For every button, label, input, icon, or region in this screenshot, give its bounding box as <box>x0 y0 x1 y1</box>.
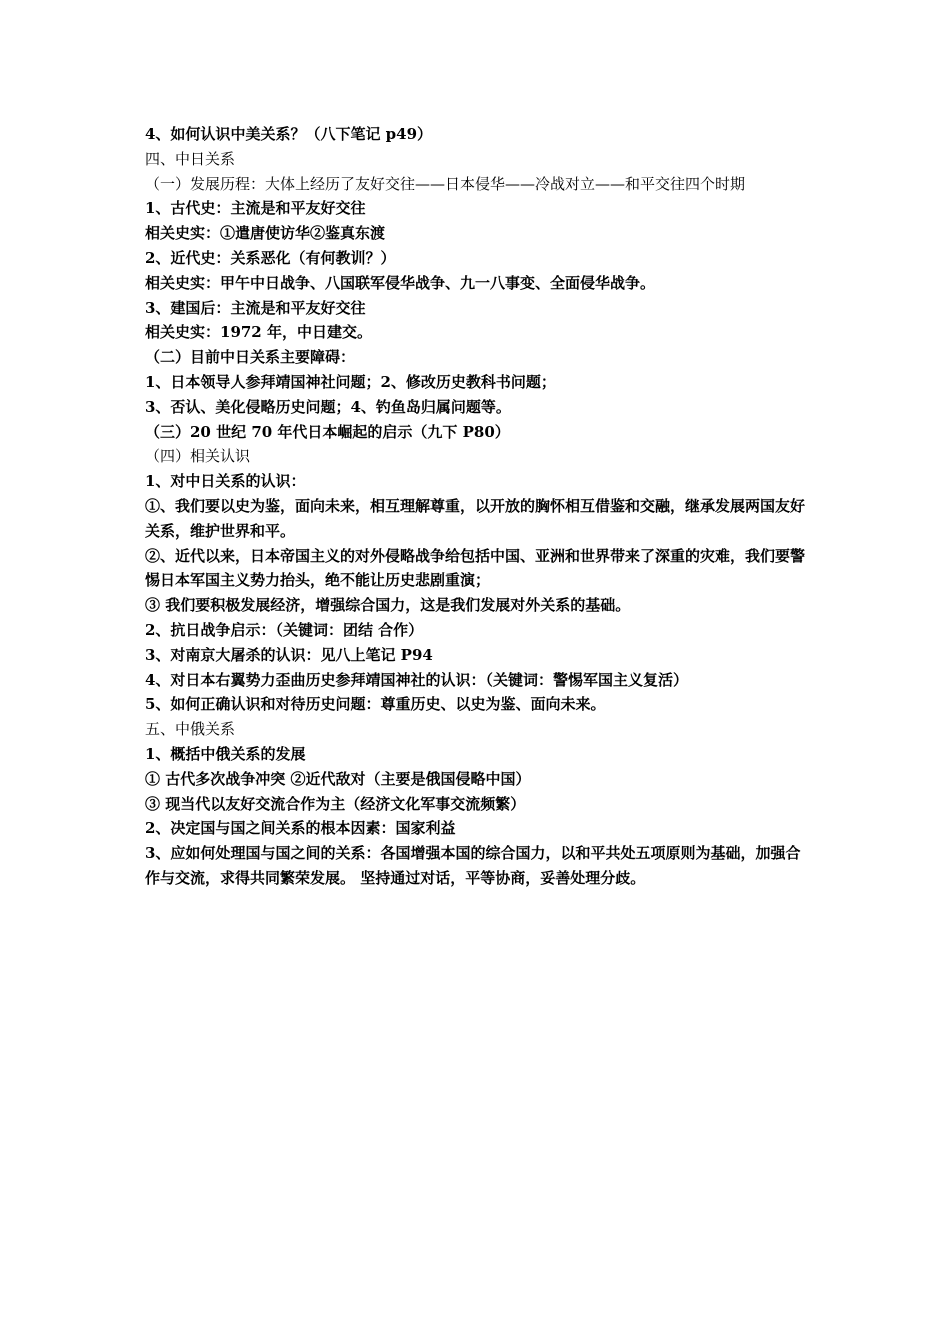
text-line: 1、概括中俄关系的发展 <box>145 744 306 763</box>
text-line: （三）20 世纪 70 年代日本崛起的启示（九下 P80） <box>145 422 510 441</box>
text-line: 四、中日关系 <box>145 149 236 168</box>
text-line: 相关史实：1972 年，中日建交。 <box>145 323 372 342</box>
text-line: ① 古代多次战争冲突 ②近代敌对（主要是俄国侵略中国） <box>145 769 531 788</box>
text-line: 3、对南京大屠杀的认识：见八上笔记 P94 <box>145 645 433 664</box>
text-line: 2、决定国与国之间关系的根本因素：国家利益 <box>145 819 456 838</box>
text-line: ②、近代以来，日本帝国主义的对外侵略战争给包括中国、亚洲和世界带来了深重的灾难，我们要警惕日本军国主义势力抬头，绝不能让历史悲剧重演； <box>145 546 806 590</box>
text-line: 4、对日本右翼势力歪曲历史参拜靖国神社的认识：（关键词：警惕军国主义复活） <box>145 670 688 689</box>
text-line: （一）发展历程：大体上经历了友好交往——日本侵华——冷战对立——和平交往四个时期 <box>145 174 746 193</box>
text-line: 2、近代史：关系恶化（有何教训？） <box>145 248 396 267</box>
text-line: 3、建国后：主流是和平友好交往 <box>145 298 366 317</box>
text-line: 1、对中日关系的认识： <box>145 472 306 491</box>
text-line: （四）相关认识 <box>145 447 251 466</box>
text-line: 五、中俄关系 <box>145 720 236 739</box>
text-line: 3、应如何处理国与国之间的关系：各国增强本国的综合国力，以和平共处五项原则为基础，加强合作与交流，求得共同繁荣发展。 坚持通过对话，平等协商，妥善处理分歧。 <box>145 844 801 887</box>
text-line: 1、古代史：主流是和平友好交往 <box>145 199 366 218</box>
text-line: 2、抗日战争启示：（关键词：团结 合作） <box>145 620 424 639</box>
text-line: 5、如何正确认识和对待历史问题：尊重历史、以史为鉴、面向未来。 <box>145 695 606 714</box>
text-line: 3、否认、美化侵略历史问题；4、钓鱼岛归属问题等。 <box>145 397 511 416</box>
text-line: （二）目前中日关系主要障碍： <box>145 348 356 367</box>
text-line: 相关史实：甲午中日战争、八国联军侵华战争、九一八事变、全面侵华战争。 <box>145 273 656 292</box>
text-line: ③ 现当代以友好交流合作为主（经济文化军事交流频繁） <box>145 794 526 813</box>
document-body <box>145 122 810 891</box>
text-line: ③ 我们要积极发展经济，增强综合国力，这是我们发展对外关系的基础。 <box>145 596 631 615</box>
text-line: 1、日本领导人参拜靖国神社问题；2、修改历史教科书问题； <box>145 372 556 391</box>
text-line: ①、我们要以史为鉴，面向未来，相互理解尊重，以开放的胸怀相互借鉴和交融，继承发展两国友好关系，维护世界和平。 <box>145 496 806 540</box>
text-line: 相关史实：①遣唐使访华②鉴真东渡 <box>145 224 386 243</box>
text-line: 4、如何认识中美关系？（八下笔记 p49） <box>145 125 433 143</box>
